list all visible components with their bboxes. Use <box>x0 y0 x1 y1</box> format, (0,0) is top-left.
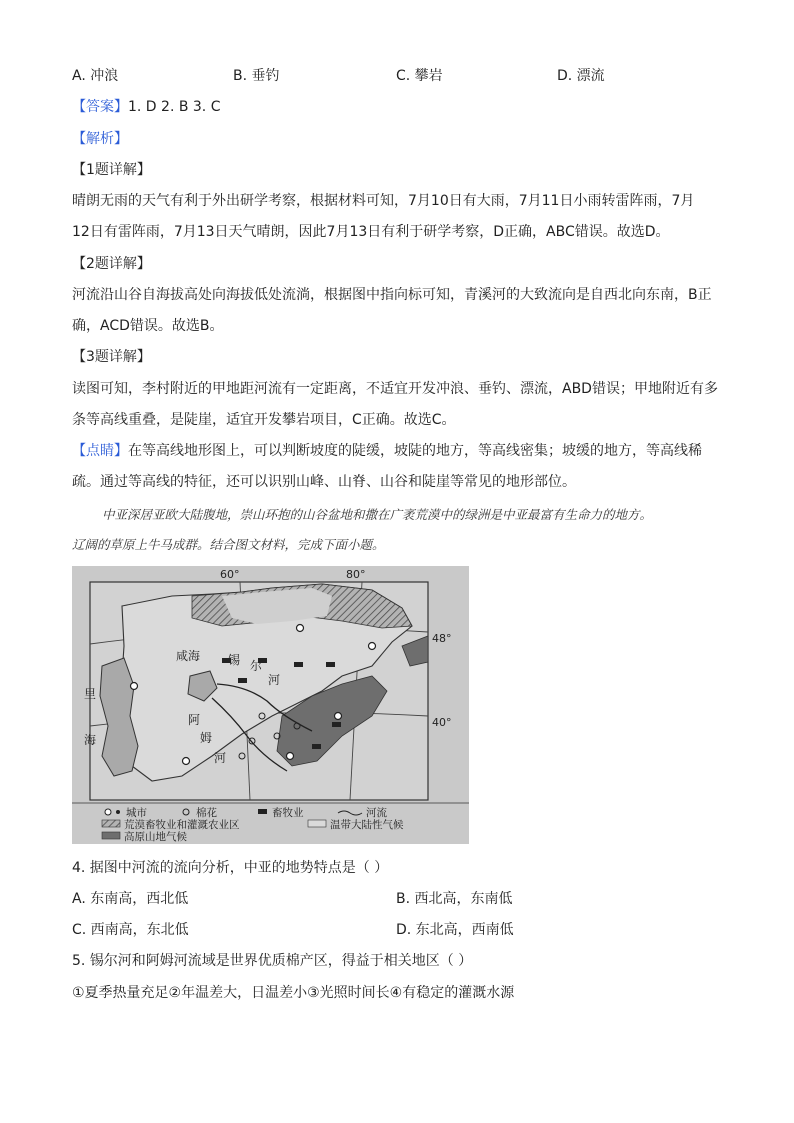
amu-label-1: 阿 <box>188 713 201 727</box>
answer-line <box>72 97 220 117</box>
analysis-label: 【解析】 <box>72 131 128 147</box>
syr-label-1: 锡 <box>228 653 241 667</box>
option-c: C. 攀岩 <box>396 68 443 84</box>
amu-label-3: 河 <box>214 751 227 765</box>
option-d: D. 漂流 <box>557 68 605 84</box>
q1-line1: 晴朗无雨的天气有利于外出研学考察，根据材料可知，7月10日有大雨，7月11日小雨转雷阵雨，7月 <box>72 193 695 209</box>
legend-city-icon-2 <box>116 810 120 814</box>
caspian-label-2: 海 <box>84 733 97 747</box>
tip-line1 <box>72 441 702 461</box>
livestock-icon <box>332 722 341 727</box>
q4-option-c: C. 西南高，东北低 <box>72 922 189 938</box>
city-dot <box>287 753 294 760</box>
lon-80-label: 80° <box>346 568 366 581</box>
livestock-icon <box>294 662 303 667</box>
central-asia-map <box>72 566 469 844</box>
q1-heading: 【1题详解】 <box>72 162 151 178</box>
amu-label-2: 姆 <box>200 731 213 745</box>
city-dot <box>131 683 138 690</box>
legend-livestock-icon <box>258 809 267 814</box>
livestock-icon <box>312 744 321 749</box>
tip-line2: 疏。通过等高线的特征，还可以识别山峰、山脊、山谷和陡崖等常见的地形部位。 <box>72 474 576 490</box>
city-dot <box>183 758 190 765</box>
city-dot <box>335 713 342 720</box>
legend-river-icon <box>338 811 362 815</box>
q4-option-d: D. 东北高，西南低 <box>396 922 514 938</box>
city-dot <box>297 625 304 632</box>
tip-label: 【点睛】 <box>72 443 128 459</box>
caspian-label-1: 里 <box>84 687 97 701</box>
legend-desert-agri: 荒漠畜牧业和灌溉农业区 <box>124 819 240 831</box>
q3-line1: 读图可知，李村附近的甲地距河流有一定距离，不适宜开发冲浪、垂钓、漂流，ABD错误；甲地附近有多 <box>72 381 718 397</box>
legend-highland-swatch <box>102 832 120 839</box>
intro-line1: 中亚深居亚欧大陆腹地，崇山环抱的山谷盆地和撒在广袤荒漠中的绿洲是中亚最富有生命力的地方。 <box>102 507 653 522</box>
livestock-icon <box>238 678 247 683</box>
lat-40-label: 40° <box>432 716 452 729</box>
tip-text1: 在等高线地形图上，可以判断坡度的陡缓，坡陡的地方，等高线密集；坡缓的地方，等高线稀 <box>128 443 702 459</box>
legend-city-icon <box>105 809 111 815</box>
legend-cotton: 棉花 <box>196 807 217 819</box>
q4-option-a: A. 东南高，西北低 <box>72 891 189 907</box>
q4-stem: 4. 据图中河流的流向分析，中亚的地势特点是（ ） <box>72 860 389 876</box>
intro-line2: 辽阔的草原上牛马成群。结合图文材料，完成下面小题。 <box>72 537 385 552</box>
q5-items: ①夏季热量充足②年温差大，日温差小③光照时间长④有稳定的灌溉水源 <box>72 985 515 1001</box>
q1-line2: 12日有雷阵雨，7月13日天气晴朗，因此7月13日有利于研学考察，D正确，ABC错误。故选D。 <box>72 224 670 240</box>
q3-line2: 条等高线重叠，是陡崖，适宜开发攀岩项目，C正确。故选C。 <box>72 412 456 428</box>
answer-value: 1. D 2. B 3. C <box>128 99 221 115</box>
legend-livestock: 畜牧业 <box>272 807 304 819</box>
option-a: A. 冲浪 <box>72 68 119 84</box>
q2-heading: 【2题详解】 <box>72 256 151 272</box>
answer-label: 【答案】 <box>72 99 128 115</box>
legend-cotton-icon <box>183 809 189 815</box>
legend-city: 城市 <box>126 807 147 819</box>
syr-label-3: 河 <box>268 673 281 687</box>
lat-48-label: 48° <box>432 632 452 645</box>
q5-stem: 5. 锡尔河和阿姆河流域是世界优质棉产区，得益于相关地区（ ） <box>72 953 473 969</box>
option-b: B. 垂钓 <box>233 68 280 84</box>
q2-line2: 确，ACD错误。故选B。 <box>72 318 224 334</box>
legend-temperate: 温带大陆性气候 <box>330 819 404 831</box>
lon-60-label: 60° <box>220 568 240 581</box>
legend-desert-swatch <box>102 820 120 827</box>
q2-line1: 河流沿山谷自海拔高处向海拔低处流淌，根据图中指向标可知，青溪河的大致流向是自西北向东南，B正 <box>72 287 712 303</box>
aral-label: 咸海 <box>176 649 201 663</box>
city-dot <box>369 643 376 650</box>
syr-label-2: 尔 <box>250 659 263 673</box>
q3-heading: 【3题详解】 <box>72 349 151 365</box>
livestock-icon <box>326 662 335 667</box>
legend-river: 河流 <box>366 807 387 819</box>
q4-option-b: B. 西北高，东南低 <box>396 891 513 907</box>
legend-temperate-swatch <box>308 820 326 827</box>
legend-highland: 高原山地气候 <box>124 831 187 843</box>
